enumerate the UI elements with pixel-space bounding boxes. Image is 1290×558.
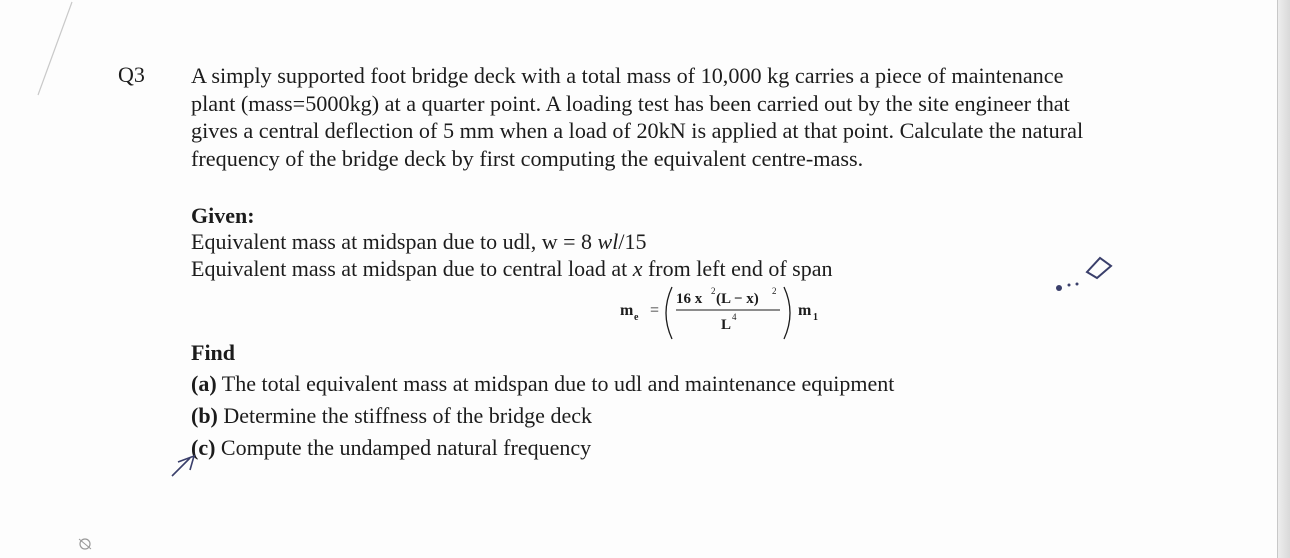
pen-stroke-mark — [28, 0, 88, 110]
corner-doodle-mark — [76, 536, 94, 552]
question-label: Q3 — [118, 62, 145, 87]
formula-right-paren — [784, 287, 790, 339]
formula-num-b: (L − x) — [716, 291, 759, 307]
find-item-b-tag: (b) — [191, 403, 218, 428]
formula-lhs-sub: e — [634, 312, 639, 323]
question-line-3: gives a central deflection of 5 mm when a load of 20kN is applied at that point. Calculate the natural — [191, 118, 1084, 143]
formula-equals: = — [650, 302, 660, 319]
find-item-c-text: Compute the undamped natural frequency — [215, 435, 592, 460]
find-item-a-text: The total equivalent mass at midspan due to udl and maintenance equipment — [216, 371, 895, 396]
given-line-udl-italic: wl — [597, 229, 619, 254]
given-line-central-suffix: from left end of span — [642, 256, 833, 281]
given-heading: Given: — [191, 203, 255, 228]
formula-left-paren — [666, 287, 672, 339]
find-item-c — [191, 435, 591, 461]
formula-lhs: m — [620, 302, 634, 319]
formula-num-exp1: 2 — [711, 286, 716, 296]
find-item-a-tag: (a) — [191, 371, 217, 396]
question-line-4: frequency of the bridge deck by first computing the equivalent centre-mass. — [191, 145, 864, 171]
formula-rhs-sub: 1 — [813, 312, 818, 323]
find-item-b-text: Determine the stiffness of the bridge deck — [217, 403, 592, 428]
equivalent-mass-formula — [620, 283, 840, 343]
given-line-central-italic: x — [632, 256, 643, 281]
handwritten-arrow-mark — [168, 450, 208, 480]
given-line-udl-suffix: /15 — [618, 229, 647, 254]
formula-denominator: L — [721, 317, 732, 333]
question-line-2: plant (mass=5000kg) at a quarter point. A loading test has been carried out by the site engineer that — [191, 90, 1070, 116]
page-right-edge — [1277, 0, 1290, 558]
given-line-udl — [191, 229, 646, 255]
given-line-udl-prefix: Equivalent mass at midspan due to udl, w = 8 — [191, 229, 598, 254]
formula-rhs: m — [798, 302, 812, 319]
formula-num-a: 16 x — [676, 291, 703, 307]
given-line-central-load — [191, 256, 832, 282]
find-item-b — [191, 403, 592, 429]
formula-denominator-exp: 4 — [732, 312, 737, 322]
formula-num-exp2: 2 — [772, 286, 777, 296]
given-line-central-prefix: Equivalent mass at midspan due to central load at — [191, 256, 633, 281]
find-item-a — [191, 371, 894, 397]
question-line-1: A simply supported foot bridge deck with a total mass of 10,000 kg carries a piece of maintenance — [191, 63, 1064, 88]
find-heading: Find — [191, 340, 236, 365]
question-text — [191, 62, 1171, 172]
handwritten-scribble-mark — [1045, 250, 1115, 295]
find-item-c-tag: (c) — [191, 435, 216, 460]
